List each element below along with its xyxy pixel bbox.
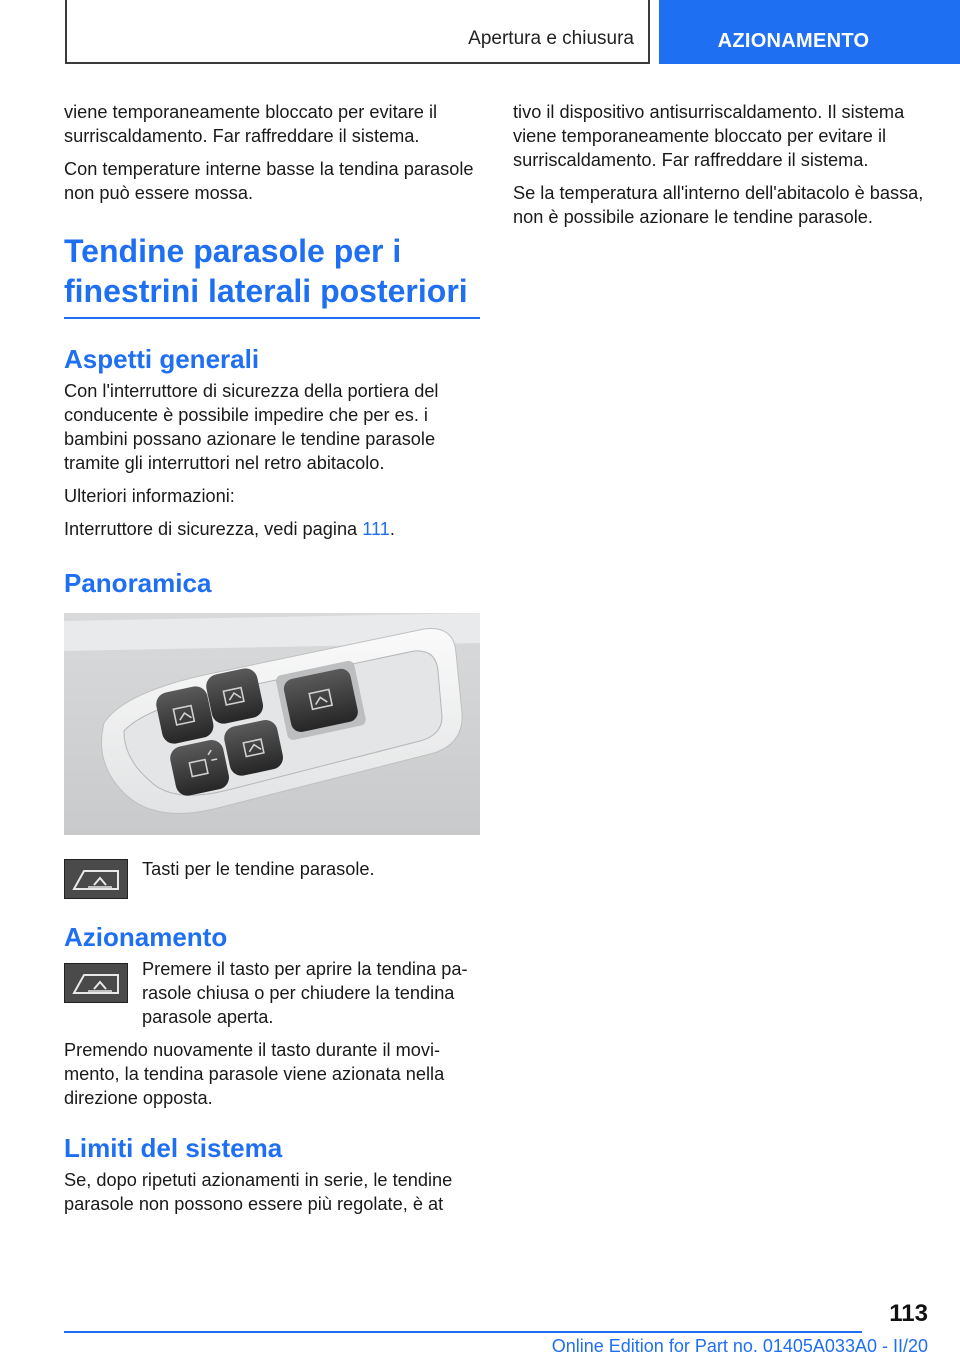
sunblind-button-icon	[64, 963, 128, 1003]
left-column	[64, 100, 484, 1225]
title-rule	[64, 317, 480, 319]
right-paragraph-2: Se la temperatura all'interno dell'abitacolo è bassa, non è possibile azionare le tendine parasole.	[513, 183, 924, 227]
header-section-title: Apertura e chiusura	[468, 28, 634, 49]
general-paragraph-2: Ulteriori informazioni:	[64, 486, 235, 506]
right-column	[513, 100, 933, 238]
general-paragraph-3	[64, 517, 484, 541]
section-title: Tendine parasole per i finestrini laterali posteriori	[64, 233, 468, 309]
footer-rule	[64, 1331, 862, 1333]
operation-paragraph-2: Premendo nuovamente il tasto durante il movimento, la tendina parasole viene azionata nella direzione opposta.	[64, 1040, 445, 1108]
operation-heading: Azionamento	[64, 922, 228, 952]
page-link-111[interactable]: 111	[362, 519, 390, 539]
sunblind-button-icon	[64, 859, 128, 899]
caption-text: Tasti per le tendine parasole.	[142, 859, 375, 879]
limits-heading: Limiti del sistema	[64, 1133, 283, 1163]
header-chapter-tab	[659, 0, 960, 64]
intro-paragraph-1: viene temporaneamente bloccato per evitare il surriscaldamento. Far raffreddare il sistema.	[64, 102, 438, 146]
switch-panel-photo	[64, 613, 480, 835]
header-section-box	[65, 0, 650, 64]
header-chapter-label: AZIONAMENTO	[717, 30, 870, 52]
limits-paragraph-1: Se, dopo ripetuti azionamenti in serie, le tendine parasole non possono essere più regolate, è at	[64, 1170, 453, 1214]
operation-block	[64, 957, 484, 1029]
footer-edition: Online Edition for Part no. 01405A033A0 - II/20	[551, 1336, 928, 1356]
right-paragraph-1: tivo il dispositivo antisurriscaldamento. Il sistema viene temporaneamente bloccato per evitare il surriscaldamento. Far raffreddare il sistema.	[513, 102, 905, 170]
overview-heading: Panoramica	[64, 568, 212, 598]
caption-row	[64, 855, 484, 899]
general-paragraph-1: Con l'interruttore di sicurezza della portiera del conducente è possibile impedire che per es. i bambini possano azionare le tendine parasole tramite gli interruttori nel retro abitacolo.	[64, 381, 439, 473]
general-paragraph-3-text: Interruttore di sicurezza, vedi pagina	[64, 519, 363, 539]
intro-paragraph-2: Con temperature interne basse la tendina parasole non può essere mossa.	[64, 159, 474, 203]
general-heading: Aspetti generali	[64, 344, 260, 374]
general-paragraph-3-end: .	[389, 519, 395, 539]
page-number: 113	[889, 1300, 928, 1327]
operation-paragraph-1: Premere il tasto per aprire la tendina parasole chiusa o per chiudere la tendina parasole aperta.	[142, 959, 468, 1027]
